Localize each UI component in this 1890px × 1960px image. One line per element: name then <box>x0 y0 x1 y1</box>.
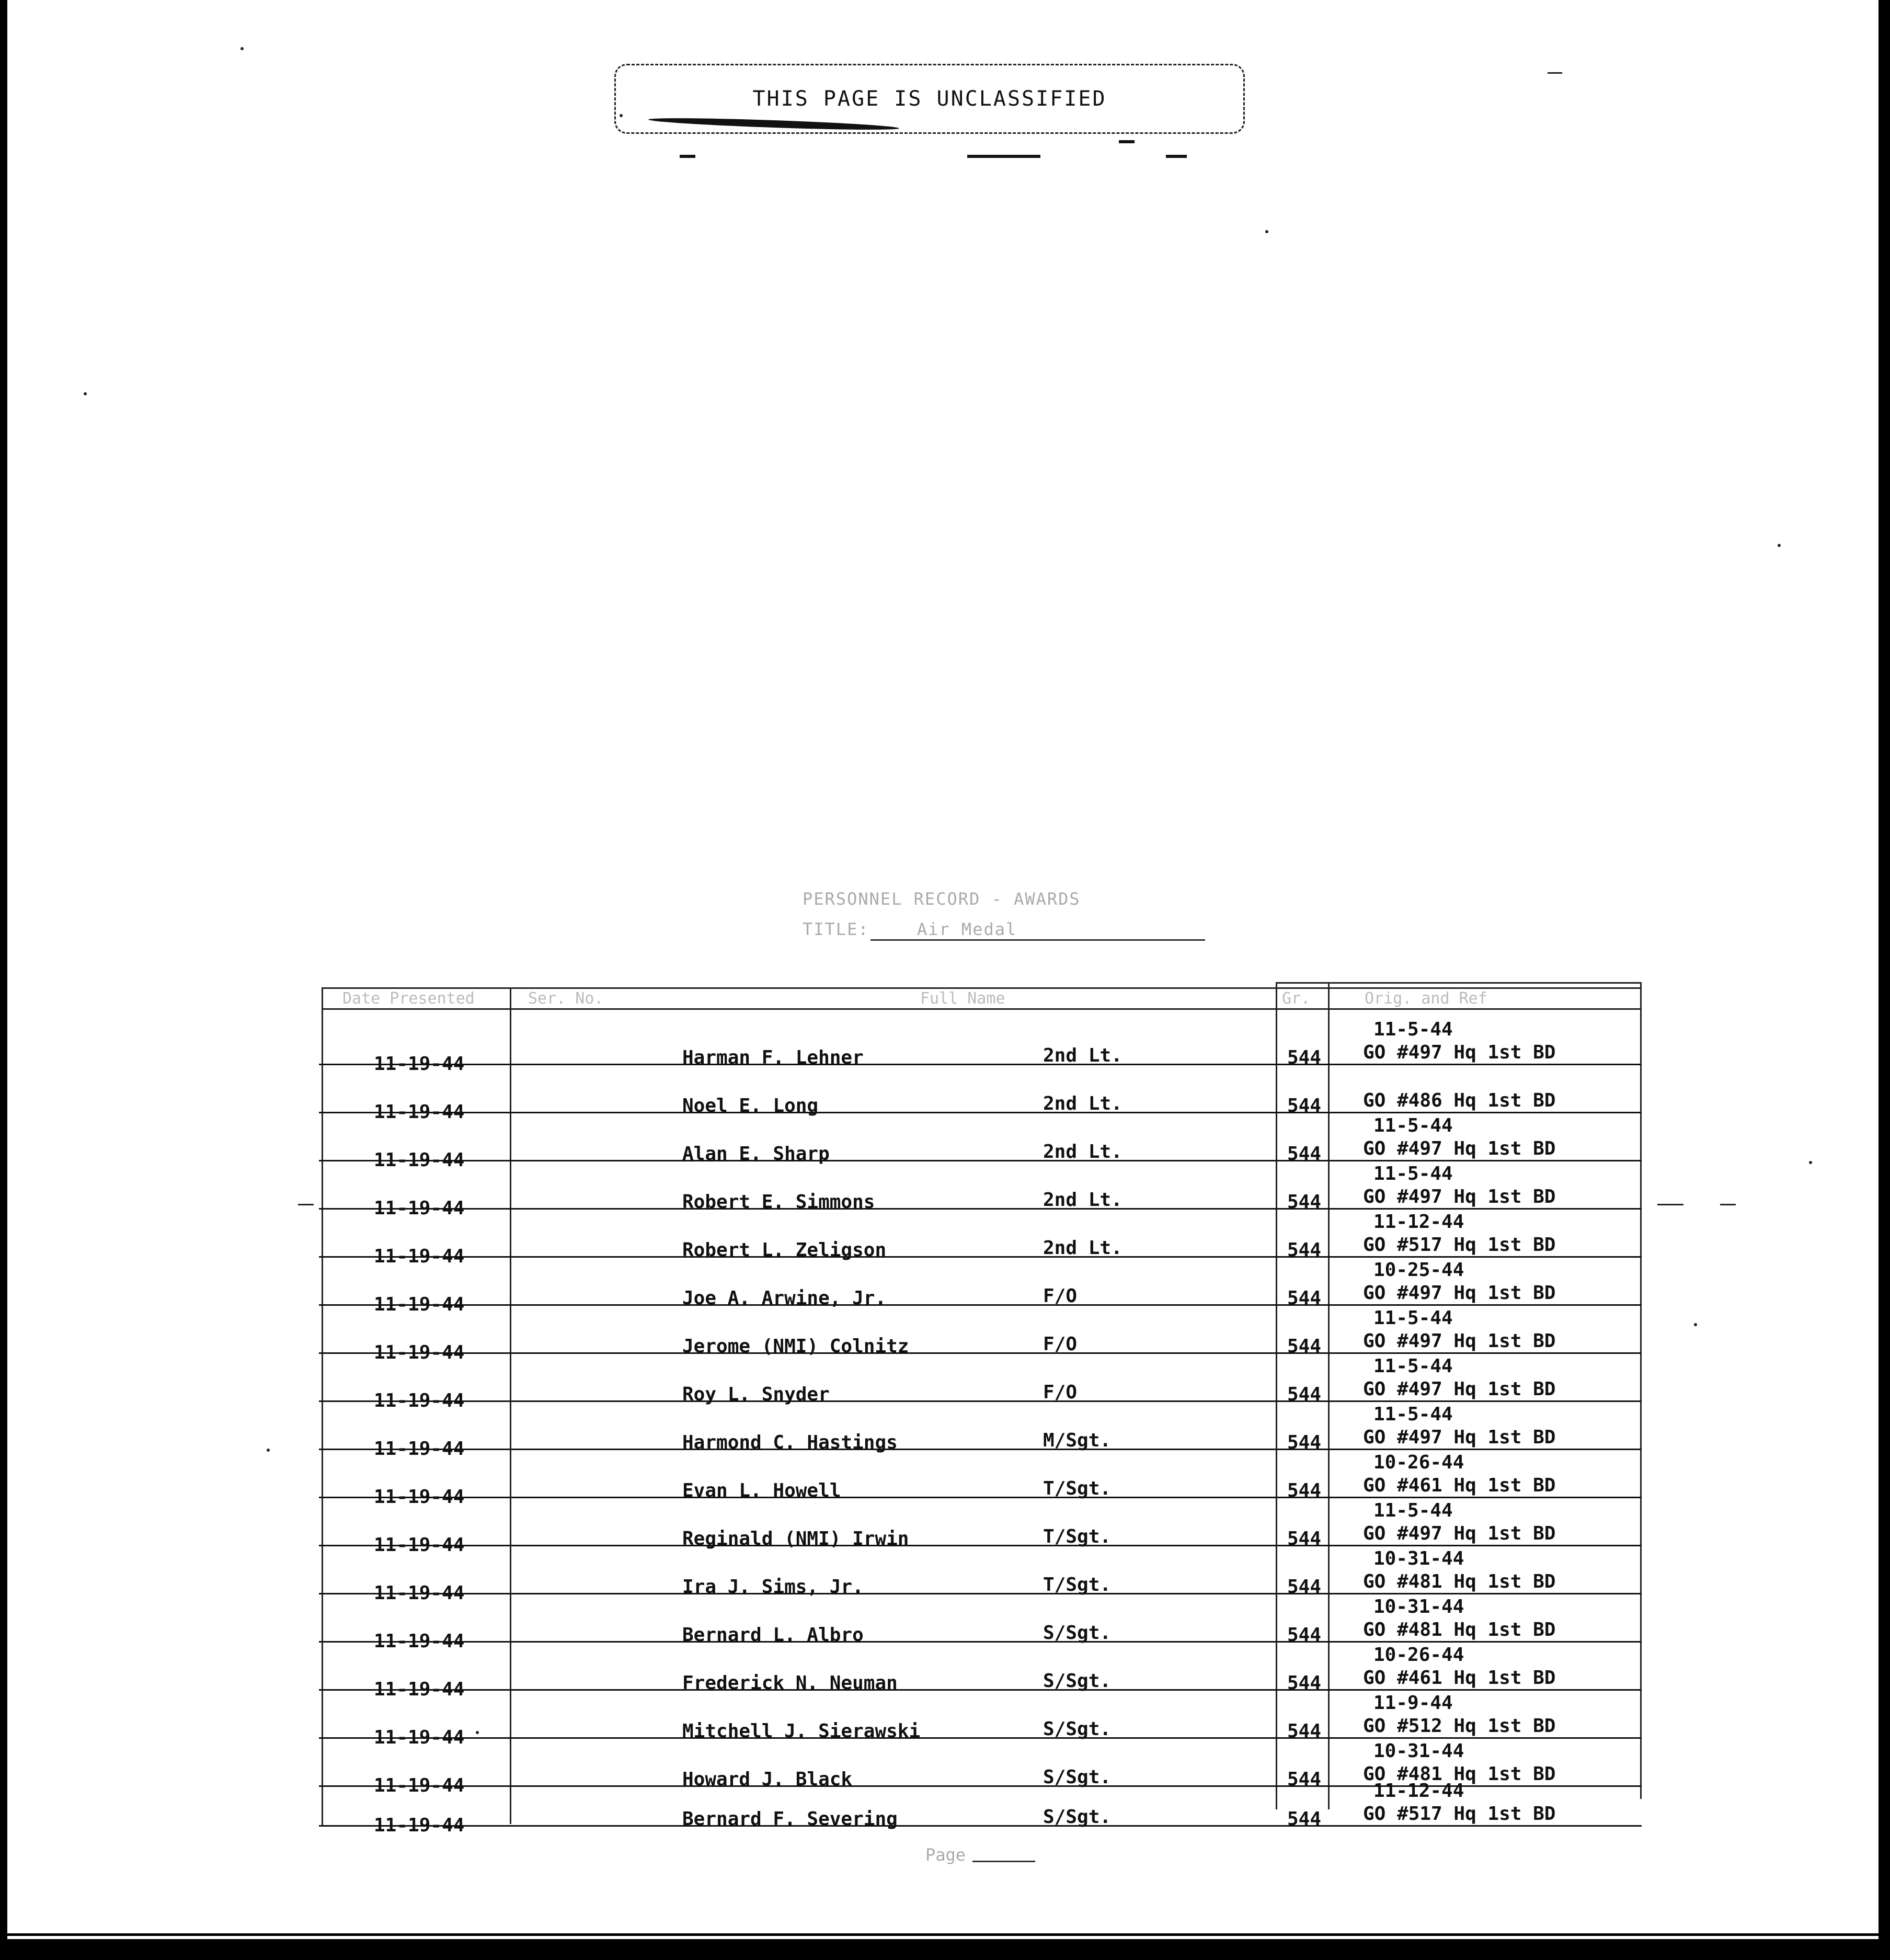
scan-speck <box>620 114 623 117</box>
cell-auth: GO #517 Hq 1st BD <box>1363 1803 1556 1825</box>
scan-dash <box>1720 1204 1736 1205</box>
cell-name: Bernard F. Severing <box>682 1808 898 1830</box>
scan-speck <box>1265 230 1268 233</box>
cell-date: 11-19-44 <box>374 1438 465 1460</box>
form-header <box>803 889 1221 952</box>
cell-date: 11-19-44 <box>374 1727 465 1748</box>
table-row <box>0 1088 1890 1136</box>
scan-speck <box>84 392 87 395</box>
cell-date: 11-19-44 <box>374 1101 465 1123</box>
cell-grade: S/Sgt. <box>1043 1670 1112 1692</box>
cell-date: 11-19-44 <box>374 1390 465 1411</box>
cell-grade: F/O <box>1043 1285 1078 1307</box>
table-row <box>0 1452 1890 1521</box>
cell-code: 544 <box>1287 1287 1322 1309</box>
col-head-serial: Ser. No. <box>528 989 604 1008</box>
table-row <box>0 1115 1890 1184</box>
cell-auth: GO #497 Hq 1st BD <box>1363 1523 1556 1544</box>
cell-auth-date: 11-9-44 <box>1373 1692 1453 1714</box>
table-row <box>0 1355 1890 1425</box>
row-strike <box>319 1825 1642 1827</box>
scan-edge-bottom-line <box>0 1933 1890 1936</box>
title-underline <box>870 939 1205 941</box>
cell-name: Evan L. Howell <box>682 1480 841 1501</box>
table-row <box>0 1259 1890 1328</box>
cell-auth: GO #497 Hq 1st BD <box>1363 1282 1556 1304</box>
cell-grade: T/Sgt. <box>1043 1478 1112 1499</box>
cell-code: 544 <box>1287 1239 1322 1261</box>
table-row <box>0 1307 1890 1376</box>
cell-code: 544 <box>1287 1336 1322 1357</box>
cell-auth-date: 11-5-44 <box>1373 1019 1453 1040</box>
scan-speck <box>1694 1323 1697 1326</box>
cell-auth: GO #461 Hq 1st BD <box>1363 1475 1556 1496</box>
table-row <box>0 1644 1890 1713</box>
table-row <box>0 1163 1890 1232</box>
table-row <box>0 1596 1890 1665</box>
cell-code: 544 <box>1287 1528 1322 1549</box>
cell-auth-date: 11-12-44 <box>1373 1211 1464 1233</box>
col-head-date: Date Presented <box>342 989 475 1008</box>
cell-code: 544 <box>1287 1432 1322 1453</box>
cell-auth: GO #512 Hq 1st BD <box>1363 1715 1556 1737</box>
cell-grade: 2nd Lt. <box>1043 1189 1122 1211</box>
scan-speck <box>267 1449 270 1452</box>
cell-auth: GO #497 Hq 1st BD <box>1363 1378 1556 1400</box>
row-strike <box>319 1689 1642 1691</box>
cell-date: 11-19-44 <box>374 1582 465 1604</box>
form-header-title: PERSONNEL RECORD - AWARDS <box>803 889 1081 909</box>
cell-auth-date: 11-5-44 <box>1373 1355 1453 1377</box>
cell-name: Mitchell J. Sierawski <box>682 1720 921 1742</box>
row-strike <box>319 1352 1642 1354</box>
cell-code: 544 <box>1287 1720 1322 1742</box>
row-strike <box>319 1449 1642 1450</box>
banner-dash <box>680 155 695 158</box>
table-row <box>0 1692 1890 1761</box>
cell-date: 11-19-44 <box>374 1631 465 1652</box>
cell-grade: 2nd Lt. <box>1043 1093 1122 1114</box>
row-strike <box>319 1545 1642 1546</box>
cell-code: 544 <box>1287 1808 1322 1830</box>
table-row <box>0 1500 1890 1569</box>
cell-auth: GO #497 Hq 1st BD <box>1363 1042 1556 1063</box>
cell-auth: GO #497 Hq 1st BD <box>1363 1138 1556 1159</box>
cell-code: 544 <box>1287 1769 1322 1790</box>
cell-date: 11-19-44 <box>374 1775 465 1796</box>
cell-grade: S/Sgt. <box>1043 1767 1112 1788</box>
table-row <box>0 1404 1890 1473</box>
cell-date: 11-19-44 <box>374 1198 465 1219</box>
table-top-border <box>322 987 1642 989</box>
cell-code: 544 <box>1287 1143 1322 1165</box>
cell-grade: M/Sgt. <box>1043 1430 1112 1451</box>
cell-auth-date: 10-25-44 <box>1373 1259 1464 1281</box>
cell-auth-date: 11-12-44 <box>1373 1780 1464 1802</box>
cell-name: Frederick N. Neuman <box>682 1672 898 1694</box>
cell-name: Joe A. Arwine, Jr. <box>682 1287 887 1309</box>
cell-grade: T/Sgt. <box>1043 1574 1112 1596</box>
cell-code: 544 <box>1287 1095 1322 1116</box>
cell-grade: 2nd Lt. <box>1043 1237 1122 1259</box>
col-head-name: Full Name <box>920 989 1005 1008</box>
cell-date: 11-19-44 <box>374 1053 465 1075</box>
cell-name: Harman F. Lehner <box>682 1047 864 1068</box>
cell-auth: GO #497 Hq 1st BD <box>1363 1427 1556 1448</box>
table-head-border <box>322 1008 1642 1010</box>
page-number-label: Page <box>925 1845 966 1865</box>
cell-auth-date: 10-31-44 <box>1373 1596 1464 1617</box>
cell-date: 11-19-44 <box>374 1342 465 1363</box>
cell-date: 11-19-44 <box>374 1534 465 1556</box>
cell-auth: GO #481 Hq 1st BD <box>1363 1763 1556 1785</box>
cell-name: Harmond C. Hastings <box>682 1432 898 1453</box>
scan-speck <box>1778 544 1781 547</box>
cell-name: Roy L. Snyder <box>682 1384 830 1405</box>
scan-speck <box>240 47 244 50</box>
cell-code: 544 <box>1287 1047 1322 1068</box>
cell-date: 11-19-44 <box>374 1149 465 1171</box>
table-top-right-border <box>1276 982 1642 984</box>
table-row <box>0 1548 1890 1617</box>
cell-code: 544 <box>1287 1672 1322 1694</box>
row-strike <box>319 1400 1642 1402</box>
cell-date: 11-19-44 <box>374 1815 465 1836</box>
cell-date: 11-19-44 <box>374 1294 465 1315</box>
cell-name: Howard J. Black <box>682 1769 853 1790</box>
cell-auth-date: 11-5-44 <box>1373 1163 1453 1184</box>
banner-dash <box>967 155 1040 158</box>
table-row <box>0 1019 1890 1088</box>
row-strike <box>319 1641 1642 1643</box>
cell-name: Reginald (NMI) Irwin <box>682 1528 909 1549</box>
title-value: Air Medal <box>917 919 1017 939</box>
cell-name: Bernard L. Albro <box>682 1624 864 1646</box>
title-label: TITLE: <box>803 919 869 939</box>
cell-auth: GO #517 Hq 1st BD <box>1363 1234 1556 1256</box>
cell-grade: 2nd Lt. <box>1043 1045 1122 1066</box>
scan-speck <box>476 1731 479 1734</box>
row-strike <box>319 1256 1642 1258</box>
cell-auth-date: 11-5-44 <box>1373 1307 1453 1329</box>
page-number-underline <box>972 1861 1035 1862</box>
cell-auth-date: 10-31-44 <box>1373 1548 1464 1569</box>
cell-name: Robert E. Simmons <box>682 1191 875 1213</box>
cell-auth: GO #497 Hq 1st BD <box>1363 1330 1556 1352</box>
cell-code: 544 <box>1287 1576 1322 1598</box>
cell-auth: GO #461 Hq 1st BD <box>1363 1667 1556 1689</box>
cell-auth: GO #481 Hq 1st BD <box>1363 1619 1556 1640</box>
scan-dash <box>1657 1204 1683 1205</box>
cell-name: Jerome (NMI) Colnitz <box>682 1336 909 1357</box>
cell-auth-date: 10-26-44 <box>1373 1644 1464 1666</box>
cell-auth-date: 10-26-44 <box>1373 1452 1464 1473</box>
table-row <box>0 1780 1890 1849</box>
banner-dash <box>1119 140 1135 143</box>
cell-name: Robert L. Zeligson <box>682 1239 887 1261</box>
cell-code: 544 <box>1287 1384 1322 1405</box>
cell-date: 11-19-44 <box>374 1486 465 1508</box>
cell-grade: F/O <box>1043 1334 1078 1355</box>
cell-grade: S/Sgt. <box>1043 1806 1112 1828</box>
cell-auth: GO #497 Hq 1st BD <box>1363 1186 1556 1207</box>
row-strike <box>319 1593 1642 1594</box>
row-strike <box>319 1304 1642 1306</box>
cell-auth-date: 11-5-44 <box>1373 1404 1453 1425</box>
cell-grade: T/Sgt. <box>1043 1526 1112 1547</box>
cell-auth-date: 11-5-44 <box>1373 1500 1453 1521</box>
cell-auth-date: 11-5-44 <box>1373 1115 1453 1136</box>
cell-code: 544 <box>1287 1480 1322 1501</box>
scan-dash <box>1548 72 1562 74</box>
cell-date: 11-19-44 <box>374 1246 465 1267</box>
cell-code: 544 <box>1287 1624 1322 1646</box>
row-strike <box>319 1112 1642 1113</box>
cell-grade: S/Sgt. <box>1043 1718 1112 1740</box>
form-header-title-field <box>803 919 1017 939</box>
cell-name: Ira J. Sims, Jr. <box>682 1576 864 1598</box>
row-strike <box>319 1208 1642 1210</box>
banner-dash <box>1166 155 1187 158</box>
scan-dash <box>298 1204 314 1205</box>
cell-name: Noel E. Long <box>682 1095 819 1116</box>
col-head-grade: Gr. <box>1282 989 1311 1008</box>
col-head-auth: Orig. and Ref <box>1365 989 1487 1008</box>
cell-auth: GO #481 Hq 1st BD <box>1363 1571 1556 1592</box>
cell-date: 11-19-44 <box>374 1679 465 1700</box>
cell-code: 544 <box>1287 1191 1322 1213</box>
row-strike <box>319 1064 1642 1065</box>
table-row <box>0 1211 1890 1280</box>
row-strike <box>319 1497 1642 1498</box>
row-strike <box>319 1160 1642 1161</box>
cell-grade: 2nd Lt. <box>1043 1141 1122 1163</box>
classification-banner-text: THIS PAGE IS UNCLASSIFIED <box>752 87 1107 111</box>
cell-name: Alan E. Sharp <box>682 1143 830 1165</box>
scan-edge-bottom <box>0 1939 1890 1960</box>
row-strike <box>319 1737 1642 1739</box>
scan-speck <box>1809 1161 1812 1164</box>
cell-grade: F/O <box>1043 1382 1078 1403</box>
cell-grade: S/Sgt. <box>1043 1622 1112 1644</box>
cell-auth-date: 10-31-44 <box>1373 1740 1464 1762</box>
cell-auth: GO #486 Hq 1st BD <box>1363 1090 1556 1111</box>
